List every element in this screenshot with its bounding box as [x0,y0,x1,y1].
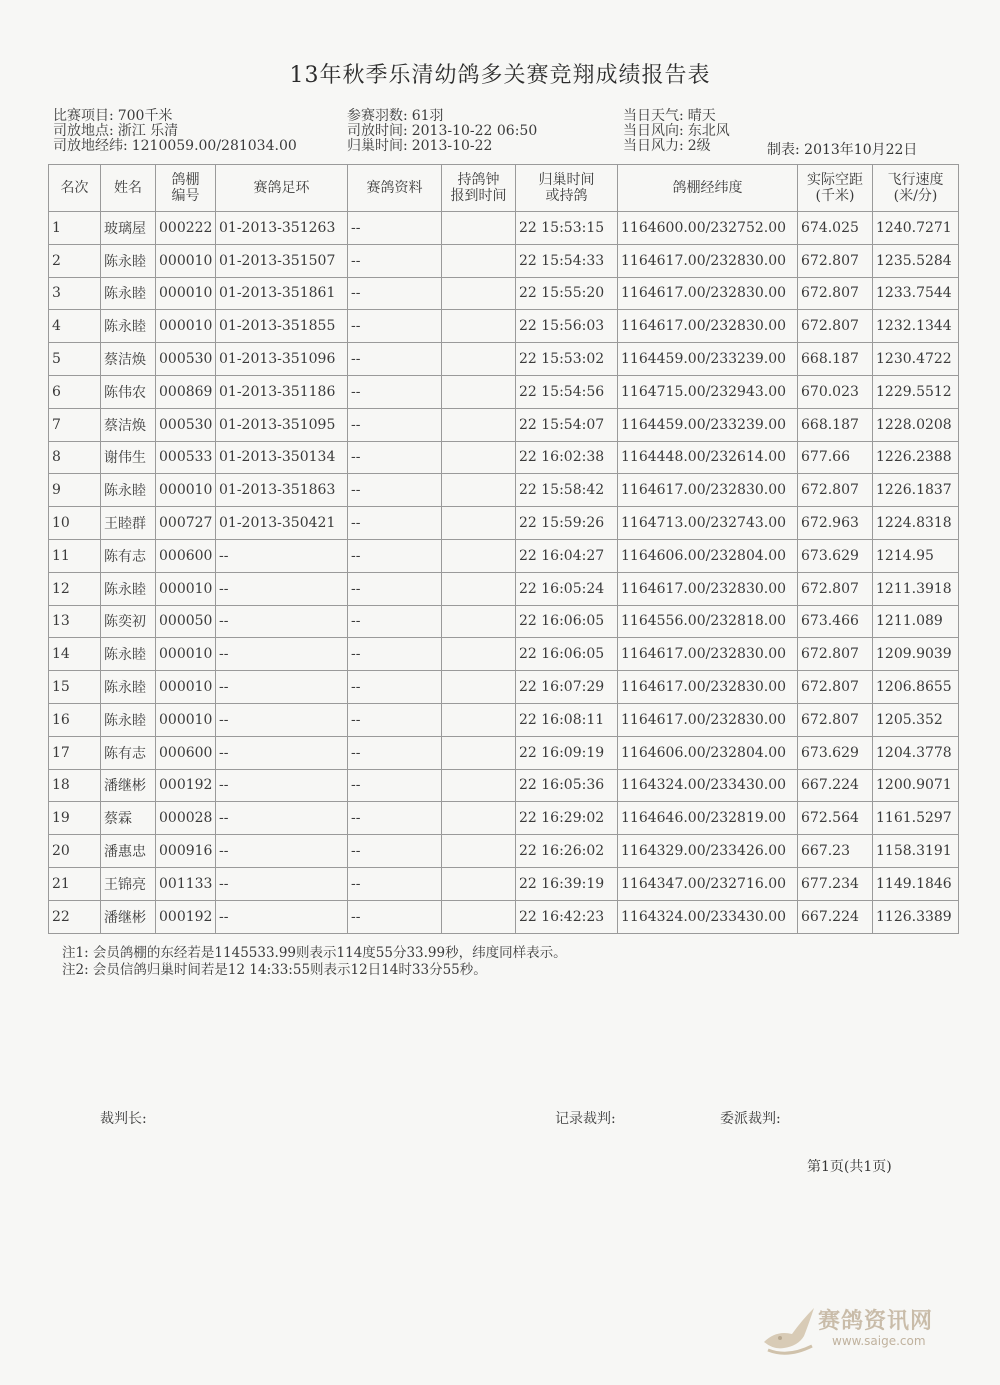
table-cell: 1233.7544 [873,277,959,310]
table-cell: 11 [49,539,101,572]
table-cell [442,212,516,245]
table-cell: -- [348,802,442,835]
table-cell: 22 16:09:19 [516,736,618,769]
table-row [49,736,959,769]
table-cell: 1164646.00/232819.00 [618,802,798,835]
table-cell: 000192 [156,900,216,933]
table-cell: 22 15:59:26 [516,507,618,540]
table-cell [442,310,516,343]
table-cell: -- [216,769,348,802]
table-cell: 22 16:04:27 [516,539,618,572]
table-cell: 22 15:54:56 [516,375,618,408]
table-cell [442,474,516,507]
table-cell [442,703,516,736]
table-cell: -- [216,539,348,572]
table-cell: -- [348,605,442,638]
note-1: 注1: 会员鸽棚的东经若是1145533.99则表示114度55分33.99秒，纬度同样表示。 [62,945,567,961]
table-cell: 672.807 [798,638,873,671]
table-cell: -- [216,867,348,900]
table-cell: -- [216,802,348,835]
watermark-name: 赛鸽资讯网 [818,1309,934,1334]
table-cell: 1226.1837 [873,474,959,507]
column-header: 归巢时间 或持鸽 [516,165,618,212]
meta-middle [347,109,537,154]
table-cell [442,605,516,638]
table-cell: -- [348,867,442,900]
table-cell: 1226.2388 [873,441,959,474]
table-cell: 1164459.00/233239.00 [618,408,798,441]
table-cell: 672.807 [798,671,873,704]
table-cell: 01-2013-350421 [216,507,348,540]
table-cell: -- [348,375,442,408]
table-cell [442,802,516,835]
table-cell: 13 [49,605,101,638]
table-cell: 王睦群 [101,507,156,540]
table-cell: -- [348,900,442,933]
table-cell: -- [216,638,348,671]
table-cell: 1 [49,212,101,245]
table-cell: 9 [49,474,101,507]
table-cell: 000530 [156,408,216,441]
table-cell: 22 16:05:36 [516,769,618,802]
table-cell: -- [216,703,348,736]
table-row [49,277,959,310]
table-cell: 王锦亮 [101,867,156,900]
table-cell [442,244,516,277]
table-cell: 667.23 [798,835,873,868]
column-header: 名次 [49,165,101,212]
table-cell: 1164600.00/232752.00 [618,212,798,245]
table-cell: 1230.4722 [873,343,959,376]
table-cell: -- [348,507,442,540]
meta-item: 参赛羽数: 61羽 [347,108,444,124]
table-cell: 000010 [156,244,216,277]
table-row [49,539,959,572]
table-cell: 000010 [156,703,216,736]
table-cell: 1164713.00/232743.00 [618,507,798,540]
table-cell: 18 [49,769,101,802]
table-cell [442,736,516,769]
table-row [49,408,959,441]
table-cell: 000010 [156,572,216,605]
table-cell: 1164448.00/232614.00 [618,441,798,474]
table-cell: 陈奕初 [101,605,156,638]
table-cell: 01-2013-351186 [216,375,348,408]
watermark-url: www.saige.com [832,1334,926,1348]
table-cell: 672.807 [798,310,873,343]
table-cell: 22 16:05:24 [516,572,618,605]
table-cell: 1164617.00/232830.00 [618,277,798,310]
table-cell: -- [216,835,348,868]
table-cell: -- [348,474,442,507]
table-cell: 677.66 [798,441,873,474]
delegated-referee-label: 委派裁判: [720,1111,781,1127]
table-cell: 陈永睦 [101,244,156,277]
pigeon-logo-icon [758,1300,820,1360]
table-cell: 20 [49,835,101,868]
table-cell: 000600 [156,539,216,572]
table-cell: 1209.9039 [873,638,959,671]
table-row [49,375,959,408]
table-cell: 陈永睦 [101,703,156,736]
note-2: 注2: 会员信鸽归巢时间若是12 14:33:55则表示12日14时33分55秒。 [62,962,487,978]
table-cell: 22 16:42:23 [516,900,618,933]
table-row [49,703,959,736]
table-cell: 01-2013-351863 [216,474,348,507]
column-header: 持鸽钟 报到时间 [442,165,516,212]
table-cell: 1211.3918 [873,572,959,605]
table-row [49,638,959,671]
column-header: 鸽棚经纬度 [618,165,798,212]
table-cell: 陈有志 [101,736,156,769]
table-cell: 673.629 [798,539,873,572]
column-header: 鸽棚 编号 [156,165,216,212]
table-cell: 19 [49,802,101,835]
table-cell: -- [348,703,442,736]
table-cell: 陈永睦 [101,310,156,343]
table-row [49,867,959,900]
table-cell: 677.234 [798,867,873,900]
table-cell: 674.025 [798,212,873,245]
table-cell: 000010 [156,638,216,671]
table-cell: 14 [49,638,101,671]
table-cell: -- [348,736,442,769]
column-header: 飞行速度 (米/分) [873,165,959,212]
table-cell: 672.564 [798,802,873,835]
table-cell: 1161.5297 [873,802,959,835]
table-cell: 1214.95 [873,539,959,572]
table-cell: 1126.3389 [873,900,959,933]
meta-item: 当日天气: 晴天 [623,108,716,124]
table-cell: 1164606.00/232804.00 [618,539,798,572]
column-header: 姓名 [101,165,156,212]
table-cell: 1158.3191 [873,835,959,868]
table-cell: 12 [49,572,101,605]
table-cell: 17 [49,736,101,769]
table-cell: 01-2013-351095 [216,408,348,441]
table-cell: 玻璃屋 [101,212,156,245]
table-cell: 000916 [156,835,216,868]
table-cell: 4 [49,310,101,343]
table-cell [442,375,516,408]
table-cell: 000533 [156,441,216,474]
table-cell: -- [348,769,442,802]
table-cell: 01-2013-351263 [216,212,348,245]
table-cell: 673.466 [798,605,873,638]
table-cell: -- [348,638,442,671]
table-cell: 01-2013-351096 [216,343,348,376]
table-row [49,244,959,277]
table-cell: 谢伟生 [101,441,156,474]
table-row [49,343,959,376]
table-cell: 1235.5284 [873,244,959,277]
table-cell [442,343,516,376]
table-cell: -- [216,572,348,605]
table-cell [442,408,516,441]
table-cell: -- [348,441,442,474]
table-cell: 000600 [156,736,216,769]
table-cell: 1205.352 [873,703,959,736]
table-cell: 蔡洁焕 [101,343,156,376]
table-cell [442,671,516,704]
table-cell [442,900,516,933]
table-cell: 1164715.00/232943.00 [618,375,798,408]
table-cell: 22 16:06:05 [516,638,618,671]
table-cell: 672.807 [798,703,873,736]
table-cell: 670.023 [798,375,873,408]
column-header: 赛鸽足环 [216,165,348,212]
table-cell [442,277,516,310]
table-cell: 3 [49,277,101,310]
table-cell: -- [348,343,442,376]
table-cell: 667.224 [798,769,873,802]
column-header: 实际空距 (千米) [798,165,873,212]
table-cell: 672.963 [798,507,873,540]
table-cell [442,769,516,802]
table-cell: 1164606.00/232804.00 [618,736,798,769]
table-cell: -- [348,408,442,441]
table-cell: 000010 [156,671,216,704]
table-cell: 1224.8318 [873,507,959,540]
table-cell [442,539,516,572]
table-cell: 000530 [156,343,216,376]
table-cell: 672.807 [798,277,873,310]
table-cell: 672.807 [798,474,873,507]
table-cell [442,507,516,540]
meta-left [53,109,297,154]
results-table [48,164,959,934]
table-cell: 1204.3778 [873,736,959,769]
table-cell: 22 15:53:15 [516,212,618,245]
table-cell: 潘继彬 [101,900,156,933]
table-cell: 1164617.00/232830.00 [618,671,798,704]
meta-right [623,109,730,154]
table-cell: 1229.5512 [873,375,959,408]
table-cell: 22 16:29:02 [516,802,618,835]
table-cell: 000010 [156,310,216,343]
table-cell: 22 16:06:05 [516,605,618,638]
table-cell: 000869 [156,375,216,408]
meta-item: 司放地点: 浙江 乐清 [53,123,179,139]
table-cell [442,835,516,868]
table-cell: 潘继彬 [101,769,156,802]
table-cell: 陈永睦 [101,671,156,704]
table-cell: 21 [49,867,101,900]
table-cell: 1164329.00/233426.00 [618,835,798,868]
table-cell: 001133 [156,867,216,900]
table-cell: 22 16:39:19 [516,867,618,900]
table-cell: 1164347.00/232716.00 [618,867,798,900]
table-cell: 000050 [156,605,216,638]
table-cell: 陈永睦 [101,638,156,671]
table-cell: -- [348,212,442,245]
table-cell: -- [348,244,442,277]
table-cell: 1164459.00/233239.00 [618,343,798,376]
table-row [49,769,959,802]
table-cell: -- [348,310,442,343]
table-cell: 01-2013-350134 [216,441,348,474]
table-cell: 8 [49,441,101,474]
table-cell [442,867,516,900]
table-cell: -- [348,539,442,572]
table-cell: 1164556.00/232818.00 [618,605,798,638]
table-cell: 6 [49,375,101,408]
table-cell: 000192 [156,769,216,802]
table-cell [442,572,516,605]
table-cell: -- [348,277,442,310]
table-cell [442,638,516,671]
page-number: 第1页(共1页) [807,1159,892,1175]
table-cell: 1164324.00/233430.00 [618,769,798,802]
table-cell: 1164617.00/232830.00 [618,638,798,671]
meta-item: 当日风向: 东北风 [623,123,730,139]
table-cell: 1164324.00/233430.00 [618,900,798,933]
chief-referee-label: 裁判长: [100,1111,147,1127]
table-cell: 000010 [156,474,216,507]
table-cell: 1164617.00/232830.00 [618,244,798,277]
report-date: 制表: 2013年10月22日 [767,142,918,158]
table-cell: 1164617.00/232830.00 [618,572,798,605]
table-cell: 000727 [156,507,216,540]
recording-referee-label: 记录裁判: [555,1111,616,1127]
table-cell: 672.807 [798,572,873,605]
table-cell: 陈永睦 [101,572,156,605]
table-cell: 陈有志 [101,539,156,572]
table-cell: 1164617.00/232830.00 [618,474,798,507]
table-cell: 7 [49,408,101,441]
table-cell: 潘惠忠 [101,835,156,868]
table-cell: 668.187 [798,408,873,441]
table-cell: -- [348,835,442,868]
column-header: 赛鸽资料 [348,165,442,212]
table-cell: -- [216,736,348,769]
meta-item: 司放时间: 2013-10-22 06:50 [347,123,538,139]
table-cell: 16 [49,703,101,736]
table-cell: 22 15:53:02 [516,343,618,376]
table-cell: 01-2013-351507 [216,244,348,277]
table-cell: -- [348,572,442,605]
meta-item: 当日风力: 2级 [623,138,711,154]
table-cell: 672.807 [798,244,873,277]
notes [62,945,567,979]
table-cell: 1240.7271 [873,212,959,245]
table-cell: 22 [49,900,101,933]
table-cell: 5 [49,343,101,376]
table-cell: 01-2013-351861 [216,277,348,310]
table-cell: 1206.8655 [873,671,959,704]
table-cell: 蔡洁焕 [101,408,156,441]
table-cell: 22 16:02:38 [516,441,618,474]
table-cell: 蔡霖 [101,802,156,835]
table-row [49,605,959,638]
table-row [49,802,959,835]
table-row [49,441,959,474]
table-row [49,310,959,343]
table-cell: -- [348,671,442,704]
table-cell: 22 16:08:11 [516,703,618,736]
table-cell: 陈伟农 [101,375,156,408]
table-cell: 10 [49,507,101,540]
table-cell: 陈永睦 [101,474,156,507]
table-cell: -- [216,900,348,933]
table-cell: 1211.089 [873,605,959,638]
table-row [49,572,959,605]
table-cell: 15 [49,671,101,704]
table-cell: 1164617.00/232830.00 [618,310,798,343]
table-cell: 668.187 [798,343,873,376]
table-cell: 22 16:07:29 [516,671,618,704]
table-cell: 陈永睦 [101,277,156,310]
table-row [49,507,959,540]
table-cell: 1228.0208 [873,408,959,441]
meta-item: 比赛项目: 700千米 [53,108,173,124]
table-cell: -- [216,605,348,638]
table-cell: 1149.1846 [873,867,959,900]
table-cell [442,441,516,474]
table-row [49,900,959,933]
table-cell: 01-2013-351855 [216,310,348,343]
table-row [49,671,959,704]
table-cell: 667.224 [798,900,873,933]
table-cell: 673.629 [798,736,873,769]
report-title: 13年秋季乐清幼鸽多关赛竞翔成绩报告表 [289,63,711,88]
table-cell: 22 15:56:03 [516,310,618,343]
table-cell: 000222 [156,212,216,245]
table-cell: 000010 [156,277,216,310]
table-cell: 1164617.00/232830.00 [618,703,798,736]
table-row [49,835,959,868]
meta-item: 归巢时间: 2013-10-22 [347,138,493,154]
table-row [49,474,959,507]
table-cell: 22 15:54:07 [516,408,618,441]
table-cell: 22 15:54:33 [516,244,618,277]
table-cell: 22 15:58:42 [516,474,618,507]
table-body [49,212,959,934]
table-cell: -- [216,671,348,704]
table-cell: 000028 [156,802,216,835]
table-cell: 22 16:26:02 [516,835,618,868]
table-cell: 1232.1344 [873,310,959,343]
table-cell: 1200.9071 [873,769,959,802]
meta-item: 司放地经纬: 1210059.00/281034.00 [53,138,297,154]
watermark [758,1300,968,1360]
table-cell: 22 15:55:20 [516,277,618,310]
table-header-row [49,165,959,212]
table-cell: 2 [49,244,101,277]
table-row [49,212,959,245]
